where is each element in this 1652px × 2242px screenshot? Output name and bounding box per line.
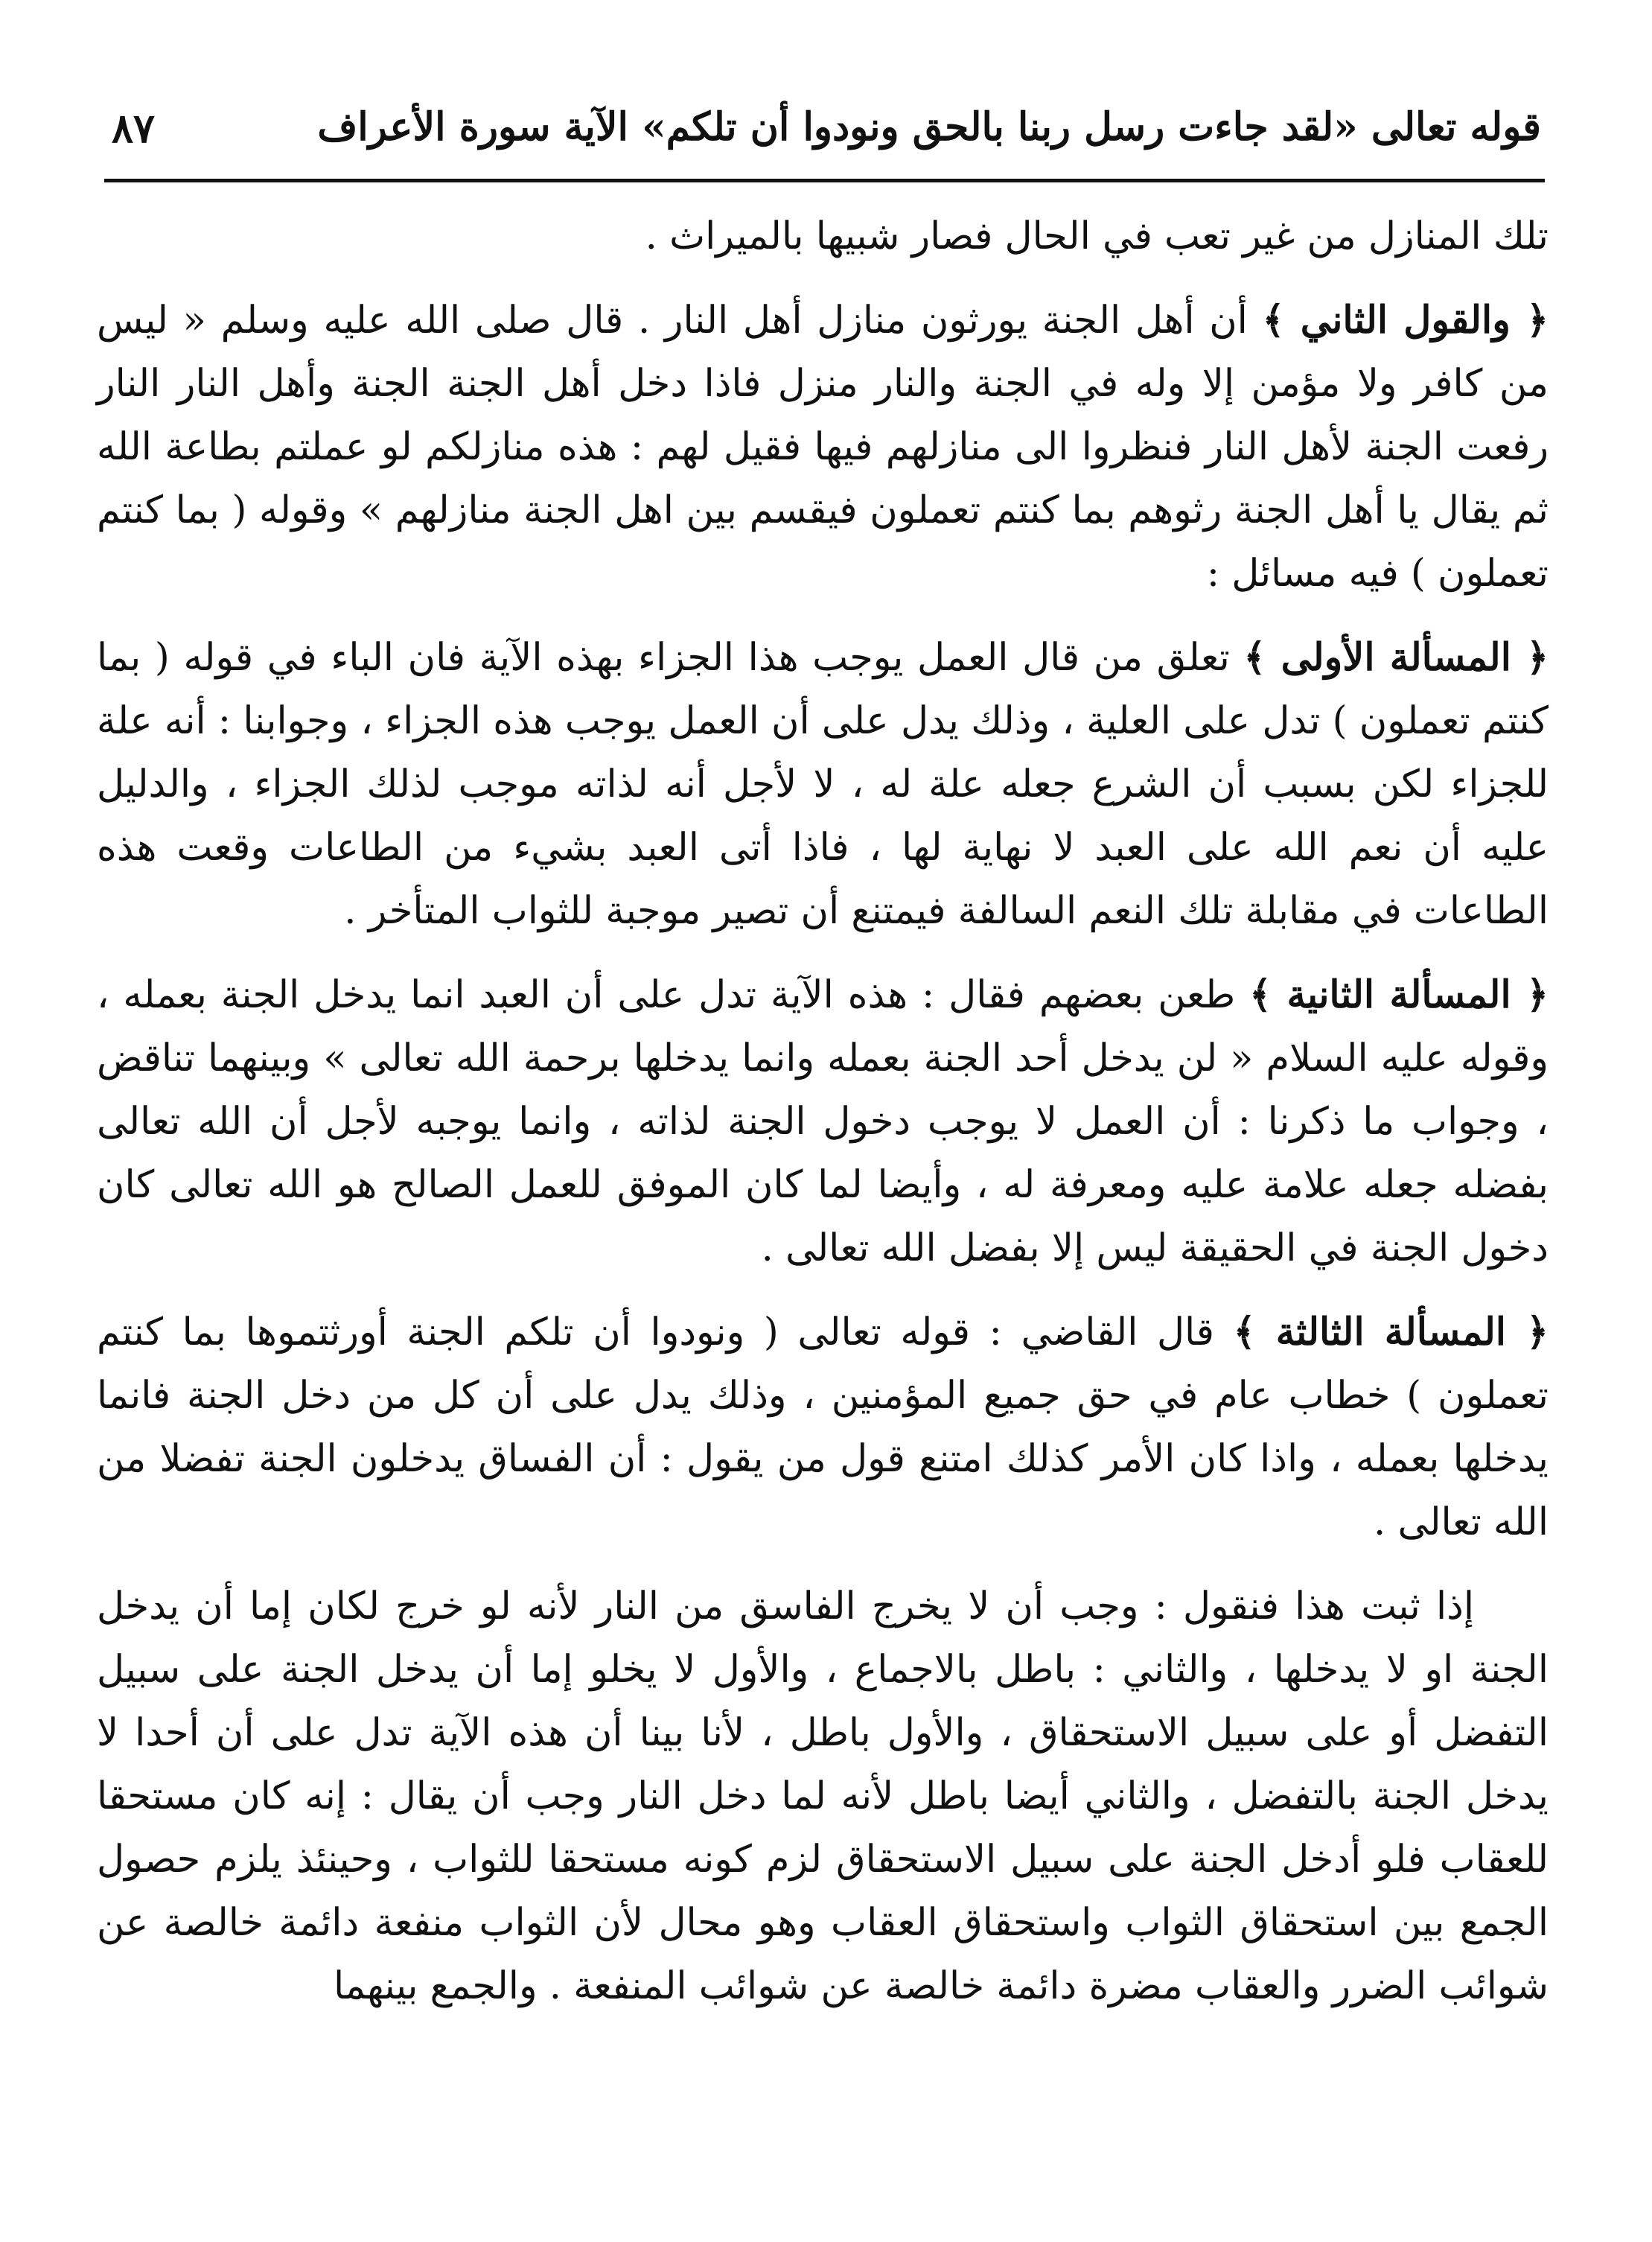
running-header bbox=[112, 97, 1541, 168]
paragraph bbox=[97, 205, 1549, 268]
paragraph-text: تلك المنازل من غير تعب في الحال فصار شبيها بالميراث . bbox=[645, 214, 1549, 258]
paragraph bbox=[97, 964, 1549, 1280]
section-heading: ﴿ والقول الثاني ﴾ bbox=[1262, 298, 1549, 343]
paragraph bbox=[97, 1301, 1549, 1554]
paragraph-text: قال القاضي : قوله تعالى ( ونودوا أن تلكم الجنة أورثتموها بما كنتم تعملون ) خطاب عام في حق جميع المؤمنين ، وذلك يدل على أن كل من دخل الجنة فانما يدخلها بعمله ، واذا كان الأمر كذلك امتنع قول من يقول : أن الفساق يدخلون الجنة تفضلا من الله تعالى . bbox=[97, 1311, 1549, 1544]
paragraph bbox=[97, 1575, 1549, 2018]
header-title: قوله تعالى «لقد جاءت رسل ربنا بالحق ونودوا أن تلكم» الآية سورة الأعراف bbox=[317, 104, 1541, 150]
paragraph-text: إذا ثبت هذا فنقول : وجب أن لا يخرج الفاسق من النار لأنه لو خرج لكان إما أن يدخل الجنة او لا يدخلها ، والثاني : باطل بالاجماع ، والأول لا يخلو إما أن يدخل الجنة على سبيل التفضل أو على سبيل الاستحقاق ، والأول باطل ، لأنا بينا أن هذه الآية تدل على أن أحدا لا يدخل الجنة بالتفضل ، والثاني أيضا باطل لأنه لما دخل النار وجب أن يقال : إنه كان مستحقا للعقاب فلو أدخل الجنة على سبيل الاستحقاق لزم كونه مستحقا للثواب ، وحينئذ يلزم حصول الجمع بين استحقاق الثواب واستحقاق العقاب وهو محال لأن الثواب منفعة دائمة خالصة عن شوائب الضرر والعقاب مضرة دائمة خالصة عن شوائب المنفعة . والجمع بينهما bbox=[97, 1585, 1549, 2008]
section-heading: ﴿ المسألة الثانية ﴾ bbox=[1249, 972, 1549, 1017]
paragraph-text: طعن بعضهم فقال : هذه الآية تدل على أن العبد انما يدخل الجنة بعمله ، وقوله عليه السلام « لن يدخل أحد الجنة بعمله وانما يدخلها برحمة الله تعالى » وبينهما تناقض ، وجواب ما ذكرنا : أن العمل لا يوجب دخول الجنة لذاته ، وانما يوجبه لأجل أن الله تعالى بفضله جعله علامة عليه ومعرفة له ، وأيضا لما كان الموفق للعمل الصالح هو الله تعالى كان دخول الجنة في الحقيقة ليس إلا بفضل الله تعالى . bbox=[97, 973, 1549, 1270]
body-text bbox=[97, 205, 1549, 2018]
paragraph-text: تعلق من قال العمل يوجب هذا الجزاء بهذه الآية فان الباء في قوله ( بما كنتم تعملون ) تدل على العلية ، وذلك يدل على أن العمل يوجب هذه الجزاء ، وجوابنا : أنه علة للجزاء لكن بسبب أن الشرع جعله علة له ، لا لأجل أنه لذاته موجب لذلك الجزاء ، والدليل عليه أن نعم الله على العبد لا نهاية لها ، فاذا أتى العبد بشيء من الطاعات وقعت هذه الطاعات في مقابلة تلك النعم السالفة فيمتنع أن تصير موجبة للثواب المتأخر . bbox=[97, 636, 1549, 933]
paragraph bbox=[97, 626, 1549, 943]
section-heading: ﴿ المسألة الثالثة ﴾ bbox=[1233, 1310, 1549, 1354]
header-rule bbox=[104, 179, 1545, 182]
paragraph bbox=[97, 289, 1549, 605]
paragraph-text: أن أهل الجنة يورثون منازل أهل النار . قال صلى الله عليه وسلم « ليس من كافر ولا مؤمن إلا وله في الجنة والنار منزل فاذا دخل أهل الجنة الجنة وأهل النار النار رفعت الجنة لأهل النار فنظروا الى منازلهم فيها فقيل لهم : هذه منازلكم لو عملتم بطاعة الله ثم يقال يا أهل الجنة رثوهم بما كنتم تعملون فيقسم بين اهل الجنة منازلهم » وقوله ( بما كنتم تعملون ) فيه مسائل : bbox=[97, 299, 1549, 596]
page-number: ٨٧ bbox=[112, 104, 156, 152]
section-heading: ﴿ المسألة الأولى ﴾ bbox=[1243, 635, 1549, 680]
